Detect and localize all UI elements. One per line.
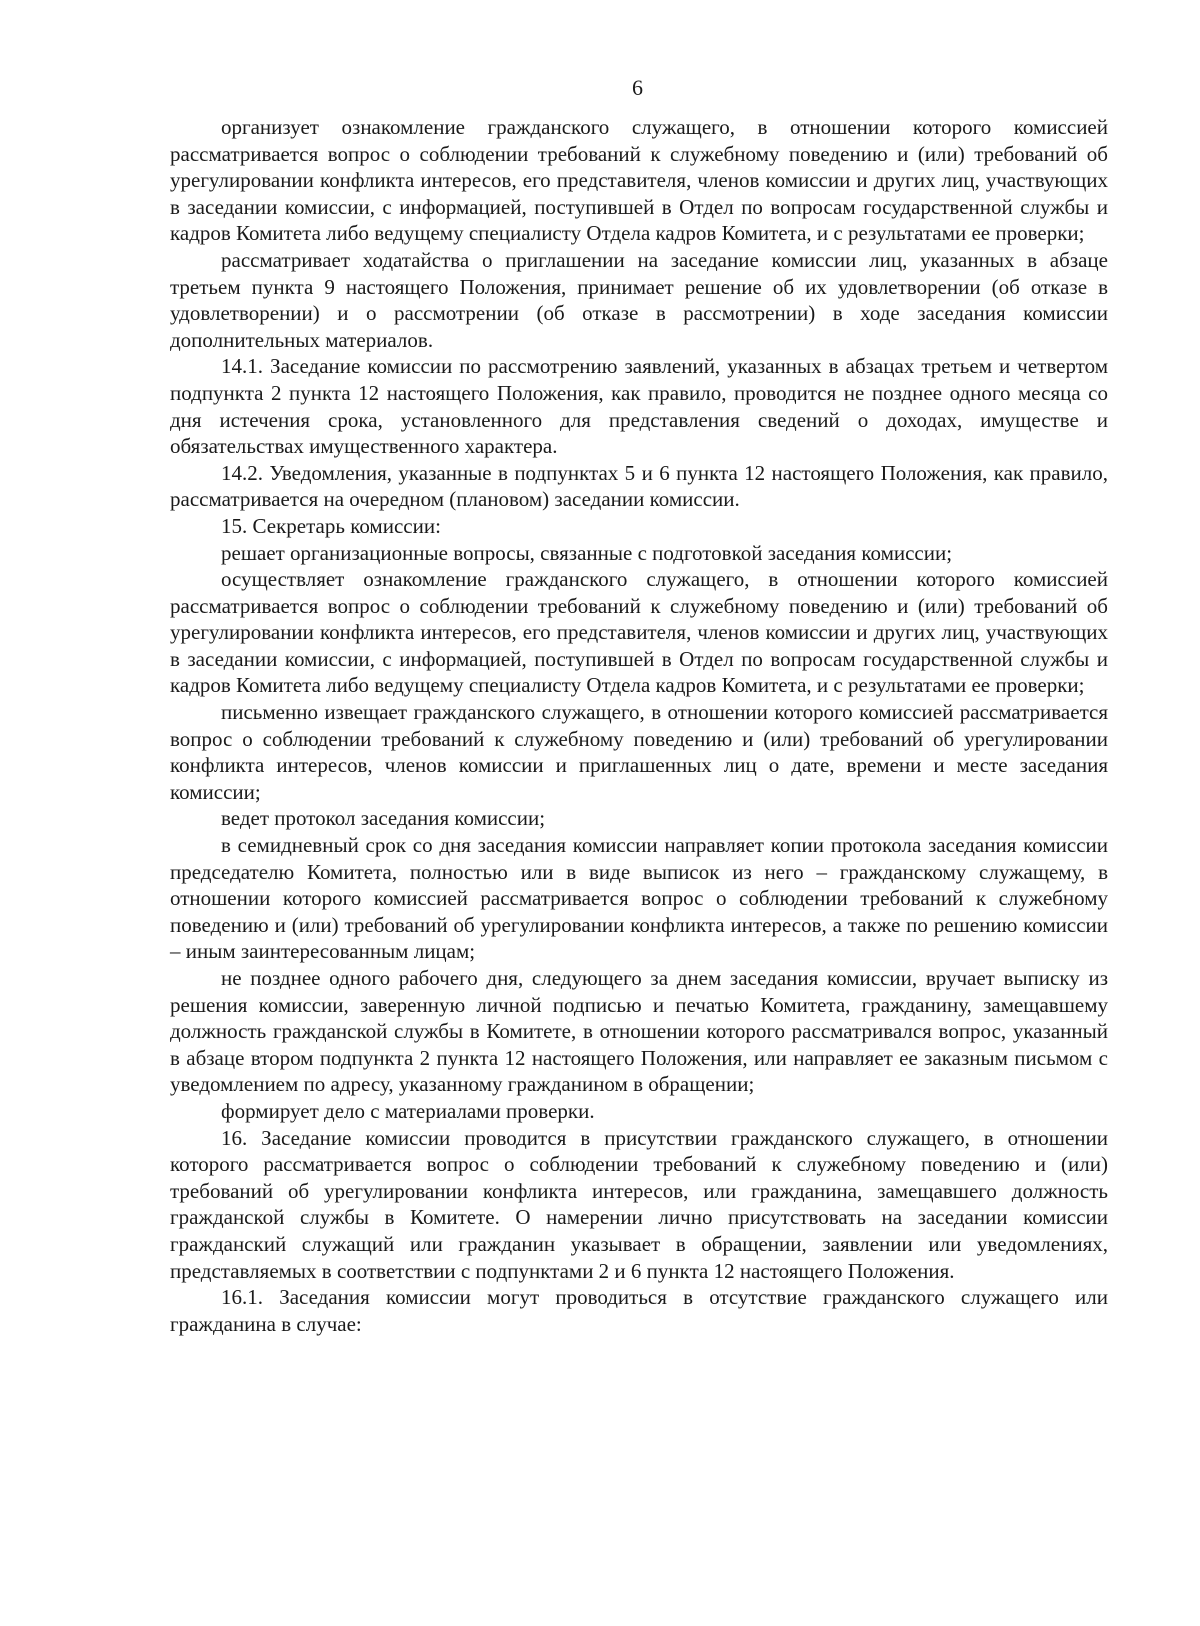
paragraph: 15. Секретарь комиссии: xyxy=(221,513,441,538)
paragraph: 16.1. Заседания комиссии могут проводиться в отсутствие гражданского служащего или гражданина в случае: xyxy=(170,1285,1108,1336)
paragraph: письменно извещает гражданского служащего, в отношении которого комиссией рассматривается вопрос о соблюдении требований к служебному поведению и (или) требований об урегулировании конфликта интересов, членов комиссии и приглашенных лиц о дате, времени и месте заседания комиссии; xyxy=(170,700,1108,804)
paragraph: рассматривает ходатайства о приглашении на заседание комиссии лиц, указанных в абзаце третьем пункта 9 настоящего Положения, принимает решение об их удовлетворении (об отказе в удовлетворении) и о рассмотрении (об отказе в рассмотрении) в ходе заседания комиссии дополнительных материалов. xyxy=(170,247,1108,352)
paragraph: осуществляет ознакомление гражданского служащего, в отношении которого комиссией рассматривается вопрос о соблюдении требований к служебному поведению и (или) требований об урегулировании конфликта интересов, его представителя, членов комиссии и других лиц, участвующих в заседании комиссии, с информацией, поступившей в Отдел по вопросам государственной службы и кадров Комитета либо ведущему специалисту Отдела кадров Комитета, и с результатами ее проверки; xyxy=(170,567,1108,698)
paragraph: 16. Заседание комиссии проводится в присутствии гражданского служащего, в отношении которого рассматривается вопрос о соблюдении требований к служебному поведению и (или) требований об урегулировании конфликта интересов, или гражданина, замещавшего должность гражданской службы в Комитете. О намерении лично присутствовать на заседании комиссии гражданский служащий или гражданин указывает в обращении, заявлении или уведомлениях, представляемых в соответствии с подпунктами 2 и 6 пункта 12 настоящего Положения. xyxy=(170,1125,1108,1283)
paragraph: организует ознакомление гражданского служащего, в отношении которого комиссией рассматривается вопрос о соблюдении требований к служебному поведению и (или) требований об урегулировании конфликта интересов, его представителя, членов комиссии и других лиц, участвующих в заседании комиссии, с информацией, поступившей в Отдел по вопросам государственной службы и кадров Комитета либо ведущему специалисту Отдела кадров Комитета, и с результатами ее проверки; xyxy=(170,115,1108,246)
paragraph: ведет протокол заседания комиссии; xyxy=(221,806,546,831)
document-body xyxy=(170,114,1108,1337)
paragraph: не позднее одного рабочего дня, следующего за днем заседания комиссии, вручает выписку из решения комиссии, заверенную личной подписью и печатью Комитета, гражданину, замещавшему должность гражданской службы в Комитете, в отношении которого рассматривался вопрос, указанный в абзаце втором подпункта 2 пункта 12 настоящего Положения, или направляет ее заказным письмом с уведомлением по адресу, указанному гражданином в обращении; xyxy=(170,966,1108,1097)
paragraph: формирует дело с материалами проверки. xyxy=(221,1098,595,1123)
paragraph: в семидневный срок со дня заседания комиссии направляет копии протокола заседания комиссии председателю Комитета, полностью или в виде выписок из него – гражданскому служащему, в отношении которого комиссией рассматривается вопрос о соблюдении требований к служебному поведению и (или) требований об урегулировании конфликта интересов, а также по решению комиссии – иным заинтересованным лицам; xyxy=(170,833,1108,964)
page-number: 6 xyxy=(632,75,643,100)
paragraph: решает организационные вопросы, связанные с подготовкой заседания комиссии; xyxy=(221,540,953,565)
paragraph: 14.2. Уведомления, указанные в подпунктах 5 и 6 пункта 12 настоящего Положения, как правило, рассматривается на очередном (плановом) заседании комиссии. xyxy=(170,460,1108,512)
paragraph: 14.1. Заседание комиссии по рассмотрению заявлений, указанных в абзацах третьем и четвертом подпункта 2 пункта 12 настоящего Положения, как правило, проводится не позднее одного месяца со дня истечения срока, установленного для представления сведений о доходах, имуществе и обязательствах имущественного характера. xyxy=(170,354,1108,459)
